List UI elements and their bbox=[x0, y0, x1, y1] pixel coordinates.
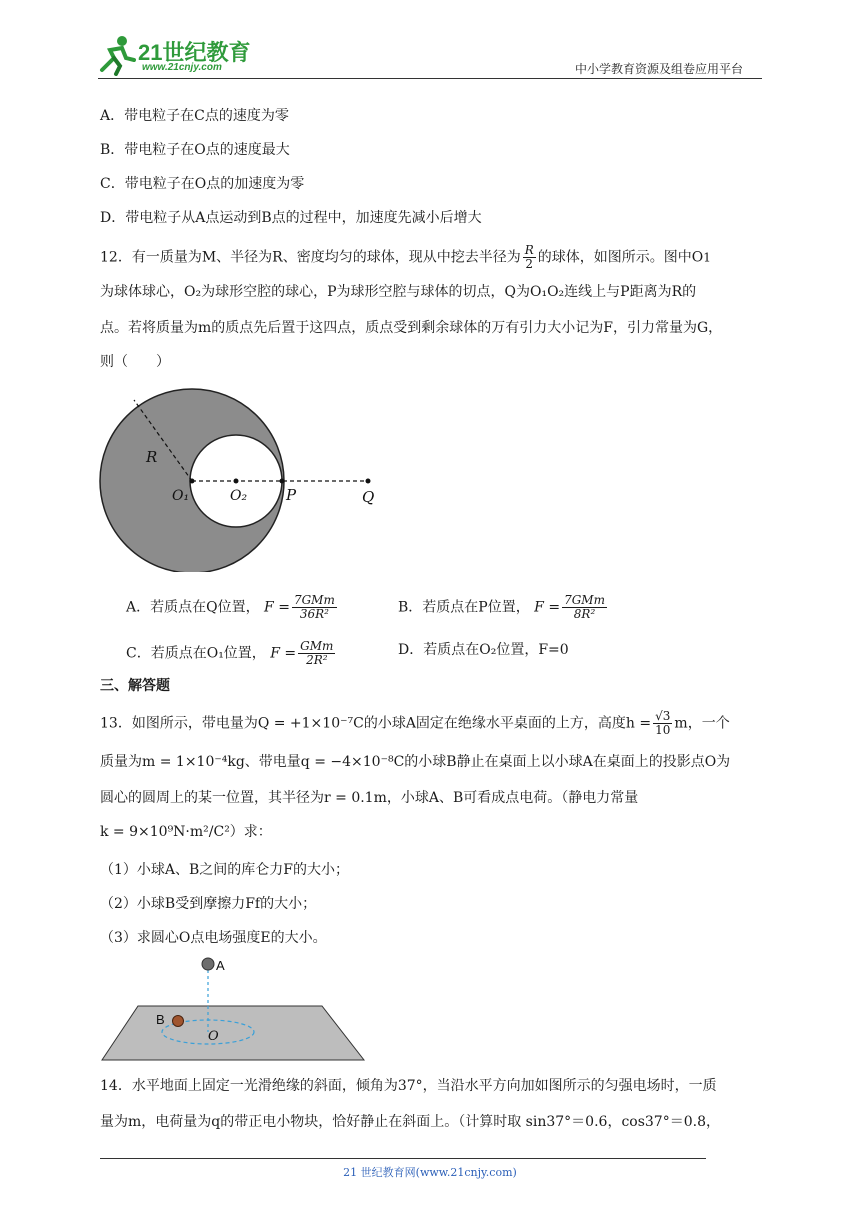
ball-a bbox=[202, 958, 214, 970]
label-b: B bbox=[156, 1012, 165, 1027]
footer-text: 21 世纪教育网(www.21cnjy.com) bbox=[343, 1166, 517, 1179]
label-o2: O₂ bbox=[230, 488, 248, 504]
label-r: R bbox=[146, 448, 158, 466]
q13-line-1: 13．如图所示，带电量为Q = +1×10⁻⁷C的小球A固定在绝缘水平桌面的上方，高度h = $\frac{√3}{10}$ m，一个 bbox=[100, 709, 730, 737]
label-o: O bbox=[208, 1029, 219, 1044]
q13-line-4: k = 9×10⁹N·m²/C²）求： bbox=[100, 824, 272, 840]
q13-line-2: 质量为m = 1×10⁻⁴kg、带电量q = −4×10⁻⁸C的小球B静止在桌面上以小球A在桌面上的投影点O为 bbox=[100, 754, 731, 770]
platform-name: 中小学教育资源及组卷应用平台 bbox=[575, 62, 744, 76]
q12-option-c: C．若质点在O₁位置， F = $\frac{\text{GMm}}{\text{2R²}}$ bbox=[126, 639, 334, 667]
q11-option-d: D．带电粒子从A点运动到B点的过程中，加速度先减小后增大 bbox=[100, 210, 482, 226]
footer-divider bbox=[100, 1158, 706, 1159]
label-o1: O₁ bbox=[172, 488, 190, 504]
point-q bbox=[366, 479, 371, 484]
q13-height-fraction: $\frac{√3}{10}$ bbox=[655, 709, 671, 737]
point-p bbox=[280, 479, 285, 484]
q12-radius-fraction: $\frac{R}{2}$ bbox=[524, 243, 534, 271]
q12-line-2: 为球体球心，O₂为球形空腔的球心，P为球形空腔与球体的切点，Q为O₁O₂连线上与P距离为R的 bbox=[100, 284, 697, 300]
ball-b bbox=[173, 1016, 184, 1027]
label-q: Q bbox=[362, 488, 375, 506]
q11-option-c: C．带电粒子在O点的加速度为零 bbox=[100, 176, 305, 192]
q12-option-b: B．若质点在P位置， F = $\frac{\text{7GMm}}{\text{8R²}}$ bbox=[398, 593, 605, 621]
charged-balls-figure bbox=[98, 954, 368, 1066]
section-title: 三、解答题 bbox=[100, 678, 170, 694]
q12-line-3: 点。若将质量为m的质点先后置于这四点，质点受到剩余球体的万有引力大小记为F，引力常量为G， bbox=[100, 320, 723, 336]
runner-logo-icon bbox=[96, 34, 136, 76]
table-surface bbox=[102, 1006, 364, 1060]
label-p: P bbox=[286, 486, 297, 504]
q14-line-1: 14．水平地面上固定一光滑绝缘的斜面，倾角为37°，当沿水平方向加如图所示的匀强电场时，一质 bbox=[100, 1078, 717, 1094]
q11-option-a: A．带电粒子在C点的速度为零 bbox=[100, 108, 289, 124]
q12-line-4: 则（ ） bbox=[100, 354, 170, 370]
header-logo bbox=[96, 34, 266, 78]
point-o2 bbox=[234, 479, 239, 484]
q13-line-3: 圆心的圆周上的某一位置，其半径为r = 0.1m，小球A、B可看成点电荷。（静电力常量 bbox=[100, 790, 639, 806]
q12-option-a: A．若质点在Q位置， F = $\frac{\text{7GMm}}{\text{36R²}}$ bbox=[126, 593, 335, 621]
q14-line-2: 量为m，电荷量为q的带正电小物块，恰好静止在斜面上。（计算时取 sin37°＝0.6，cos37°＝0.8， bbox=[100, 1114, 720, 1130]
point-o1 bbox=[190, 479, 195, 484]
q13-sub-1: （1）小球A、B之间的库仑力F的大小； bbox=[100, 862, 350, 878]
logo-text: 21世纪教育 bbox=[138, 40, 251, 65]
q12-option-d: D．若质点在O₂位置，F=0 bbox=[398, 642, 569, 658]
q12-line-1: 12．有一质量为M、半径为R、密度均匀的球体，现从中挖去半径为 $\frac{R}{2}$ 的球体，如图所示。图中O1 bbox=[100, 243, 711, 271]
q11-option-b: B．带电粒子在O点的速度最大 bbox=[100, 142, 290, 158]
q13-sub-2: （2）小球B受到摩擦力Ff的大小； bbox=[100, 896, 317, 912]
logo-url: www.21cnjy.com bbox=[142, 62, 222, 73]
header-divider bbox=[98, 78, 762, 79]
q13-sub-3: （3）求圆心O点电场强度E的大小。 bbox=[100, 930, 327, 946]
hollow-sphere-figure bbox=[96, 382, 386, 572]
label-a: A bbox=[216, 958, 225, 973]
